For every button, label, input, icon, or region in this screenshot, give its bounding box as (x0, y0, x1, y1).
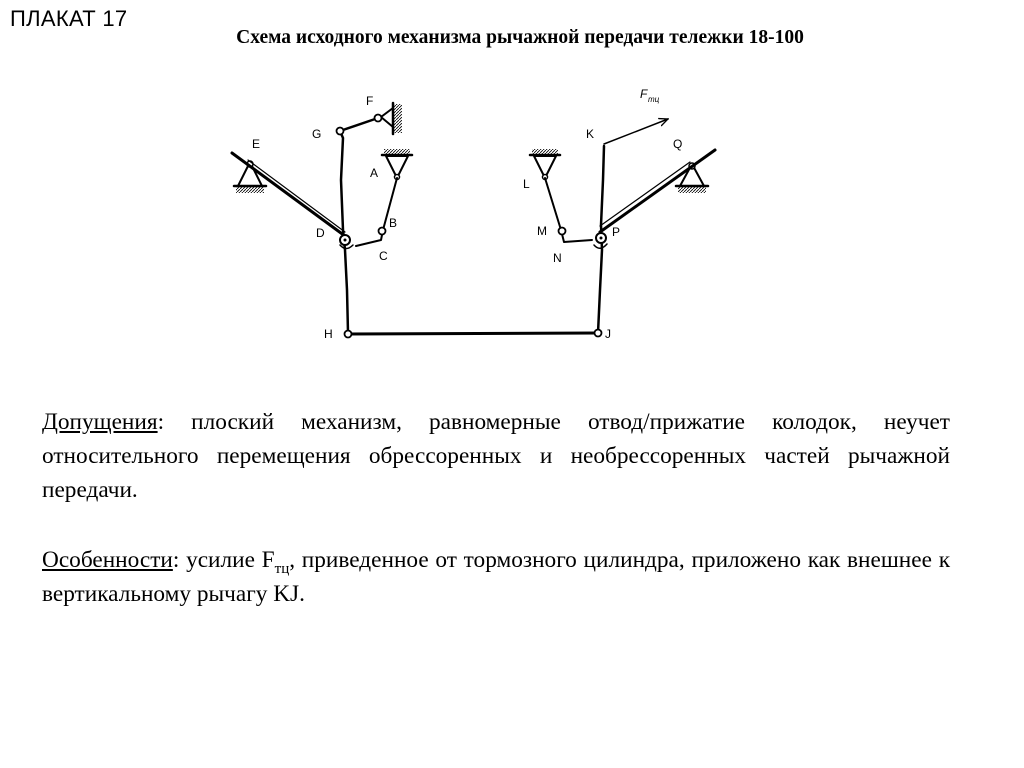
label-Q: Q (673, 137, 683, 151)
joint-M (559, 228, 566, 235)
rod-H-J (348, 333, 598, 334)
label-N: N (553, 251, 562, 265)
label-J: J (605, 327, 611, 341)
link-G-F (340, 118, 378, 131)
features-paragraph (42, 543, 950, 611)
assumptions-term: Допущения (42, 409, 158, 435)
label-C: C (379, 249, 388, 263)
features-term: Особенности (42, 547, 173, 573)
label-F: F (366, 94, 374, 108)
joint-F (375, 115, 382, 122)
features-before: : усилие F (172, 547, 275, 573)
page-title: Схема исходного механизма рычажной передачи тележки 18-100 (236, 27, 804, 48)
label-P: P (612, 225, 621, 239)
joint-G (337, 128, 344, 135)
label-M: M (537, 224, 547, 238)
label-G: G (312, 127, 322, 141)
features-after: , приведенное от тормозного цилиндра, приложено как внешнее к вертикальному рычагу KJ. (42, 547, 951, 607)
joint-H (345, 331, 352, 338)
label-B: B (389, 216, 398, 230)
label-K: K (586, 127, 595, 141)
label-Ftc-subscript: тц (648, 95, 660, 104)
link-L-M (545, 178, 561, 230)
joint-J (595, 330, 602, 337)
features-subscript: тц (274, 561, 290, 577)
label-E: E (252, 137, 261, 151)
label-D: D (316, 226, 325, 240)
link-E-D (232, 153, 345, 236)
force-arrow-Ftc (604, 119, 668, 144)
support-L (530, 149, 560, 180)
support-F-wall (381, 103, 402, 134)
assumptions-body: : плоский механизм, равномерные отвод/прижатие колодок, неучет относительного перемещения обрессоренных и необрессоренных частей рычажной передачи. (42, 409, 950, 503)
label-H: H (324, 327, 333, 341)
plakat-number: ПЛАКАТ 17 (10, 6, 128, 31)
label-L: L (523, 177, 530, 191)
assumptions-paragraph (42, 405, 950, 507)
joint-B (379, 228, 386, 235)
support-A (382, 149, 412, 180)
label-A: A (370, 166, 379, 180)
label-Ftc: F (640, 87, 648, 101)
